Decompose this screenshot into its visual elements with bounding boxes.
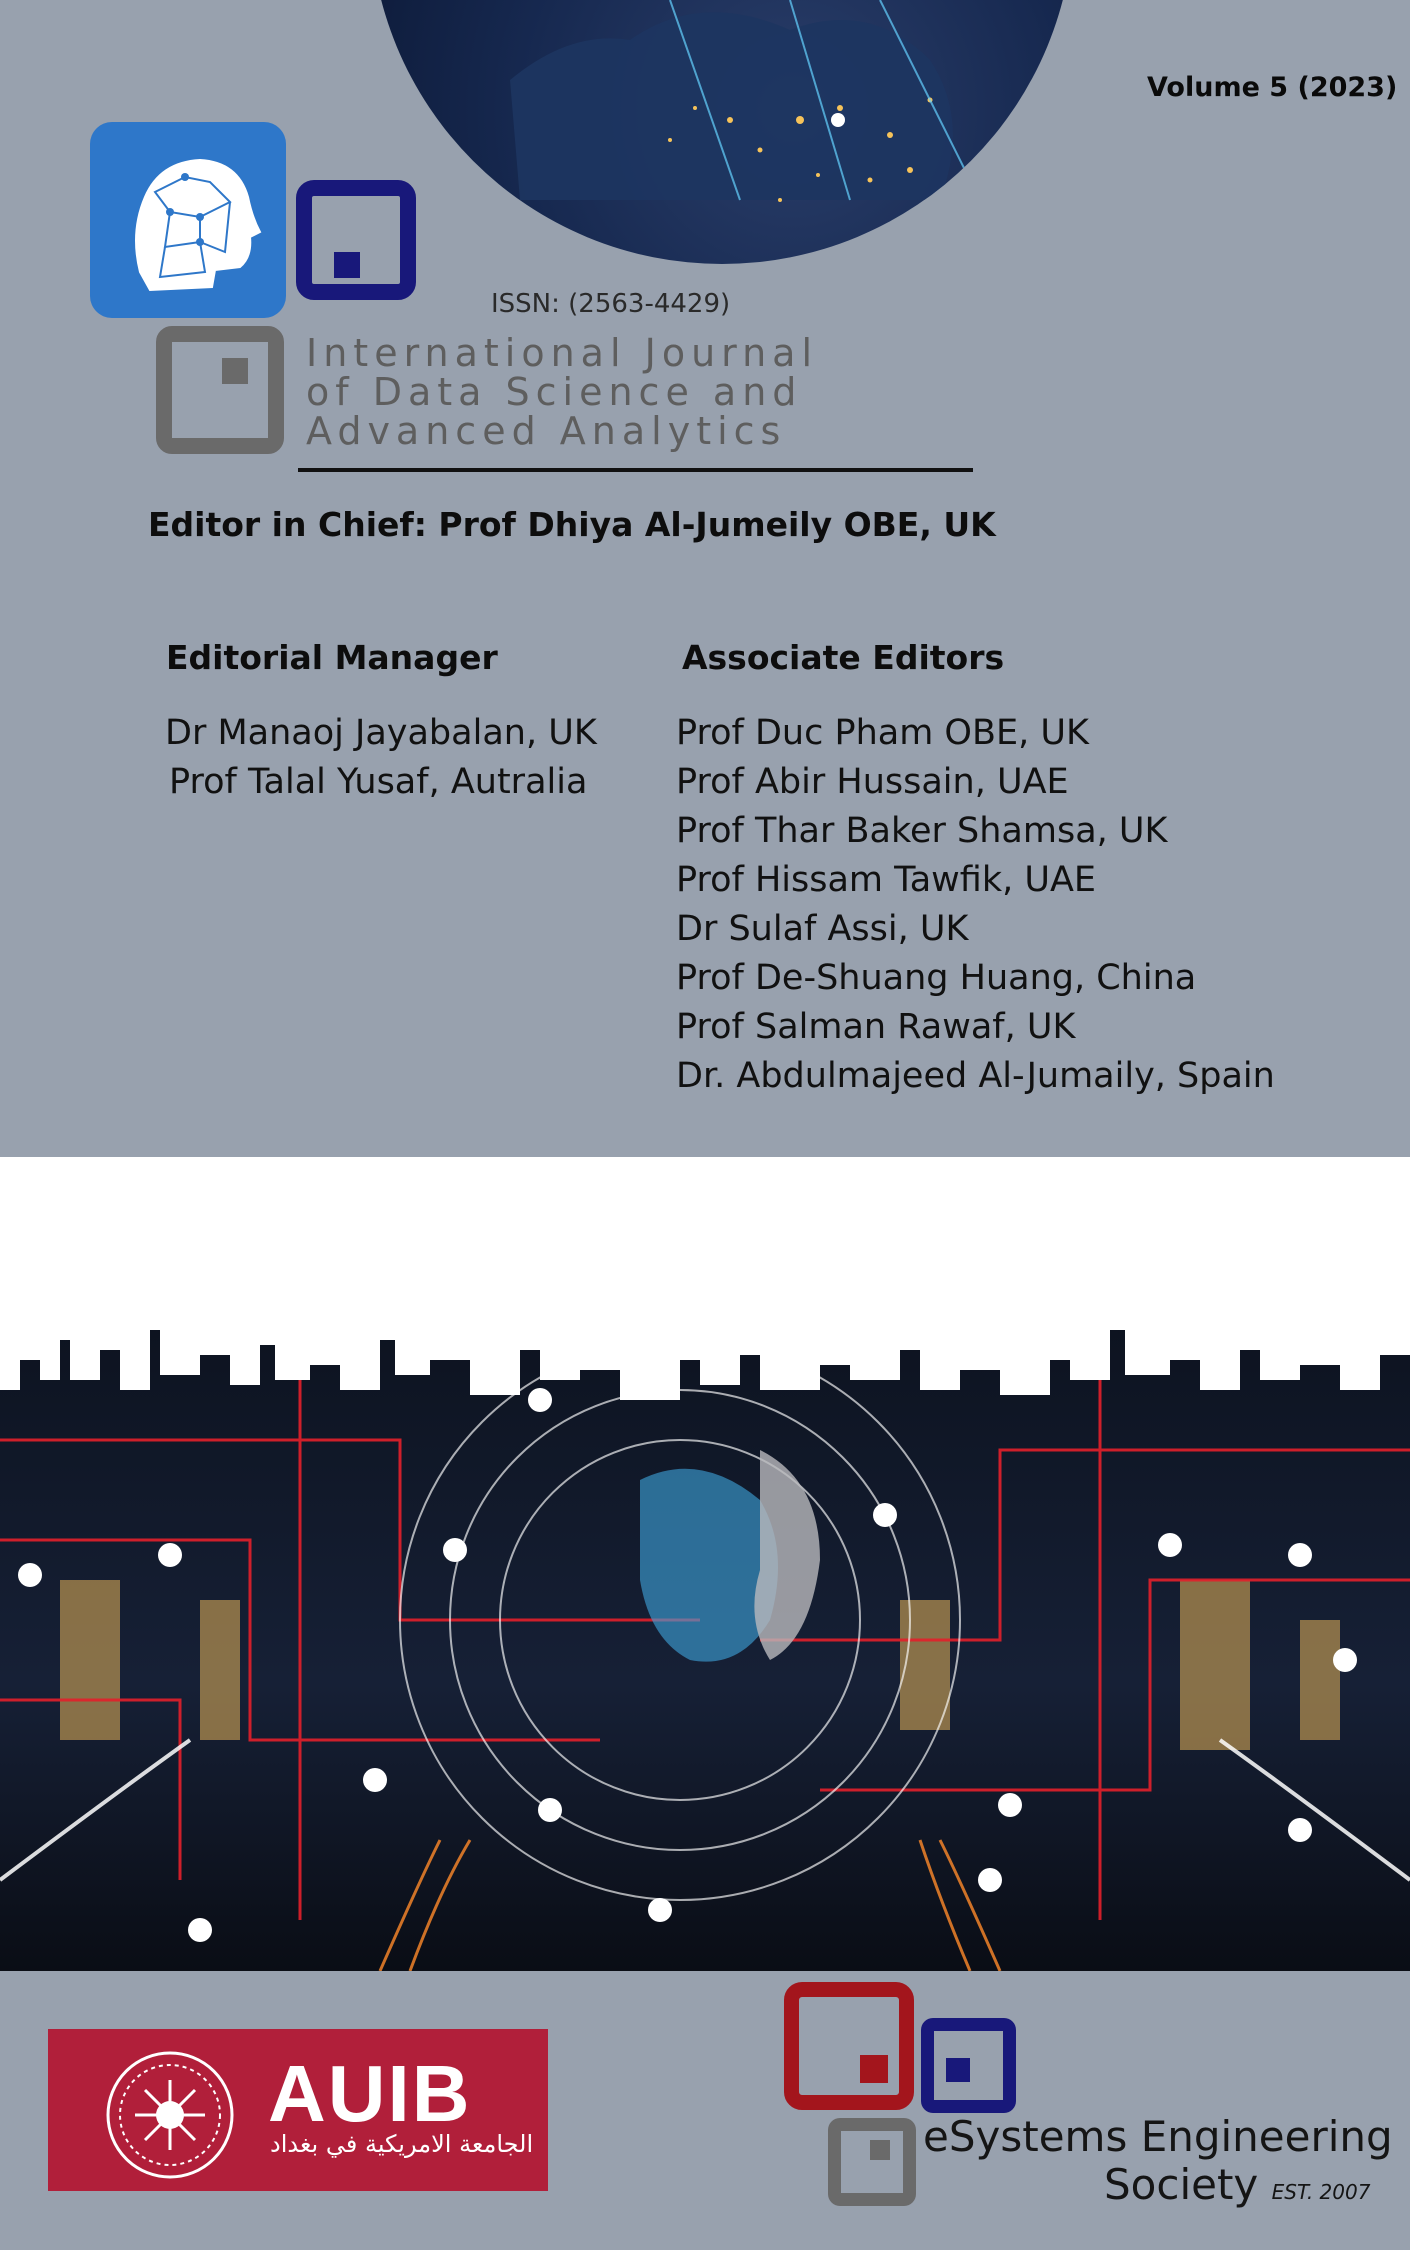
journal-title-line: of Data Science and [306,370,803,414]
editor-name: Dr Sulaf Assi, UK [676,909,969,949]
society-name-line2: Society [1104,2160,1259,2209]
editor-name: Prof Duc Pham OBE, UK [676,713,1089,753]
editor-in-chief: Editor in Chief: Prof Dhiya Al-Jumeily OBE, UK [148,505,996,544]
editor-name: Prof Hissam Tawfik, UAE [676,860,1097,900]
journal-title-line: Advanced Analytics [306,409,787,453]
society-red-dot [860,2055,888,2083]
society-gray-dot [870,2140,890,2160]
auib-arabic-name: الجامعة الامريكية في بغداد [270,2130,534,2158]
journal-title-line: International Journal [306,331,819,375]
editor-name: Dr Manaoj Jayabalan, UK [165,713,597,753]
head-network-icon [90,122,286,318]
navy-square-logo [296,180,416,300]
society-established: EST. 2007 [1271,2180,1371,2204]
journal-title [306,331,819,453]
editor-name: Prof Salman Rawaf, UK [676,1007,1076,1047]
city-ai-image [0,1320,1410,1971]
auib-name: AUIB [268,2049,472,2138]
issn: ISSN: (2563-4429) [491,289,731,319]
editorial-manager-list [165,709,597,807]
society-navy-dot [946,2058,970,2082]
gray-square-dot [222,358,248,384]
editor-name: Prof Talal Yusaf, Autralia [169,762,588,802]
editor-name: Prof Thar Baker Shamsa, UK [676,811,1168,851]
navy-square-dot [334,252,360,278]
volume-label: Volume 5 (2023) [1147,72,1398,103]
society-gray-square [828,2118,916,2206]
society-red-square [784,1982,914,2110]
gray-square-logo [156,326,284,454]
editor-name: Dr. Abdulmajeed Al-Jumaily, Spain [676,1056,1275,1096]
title-divider [298,468,973,472]
associate-editors-heading: Associate Editors [682,638,1005,677]
associate-editors-list [676,709,1275,1101]
globe-image [370,0,1074,264]
editor-name: Prof Abir Hussain, UAE [676,762,1069,802]
editorial-manager-heading: Editorial Manager [166,638,498,677]
seal-icon [100,2045,240,2185]
society-name [923,2113,1393,2216]
society-name-line1: eSystems Engineering [923,2112,1393,2161]
editor-name: Prof De-Shuang Huang, China [676,958,1197,998]
